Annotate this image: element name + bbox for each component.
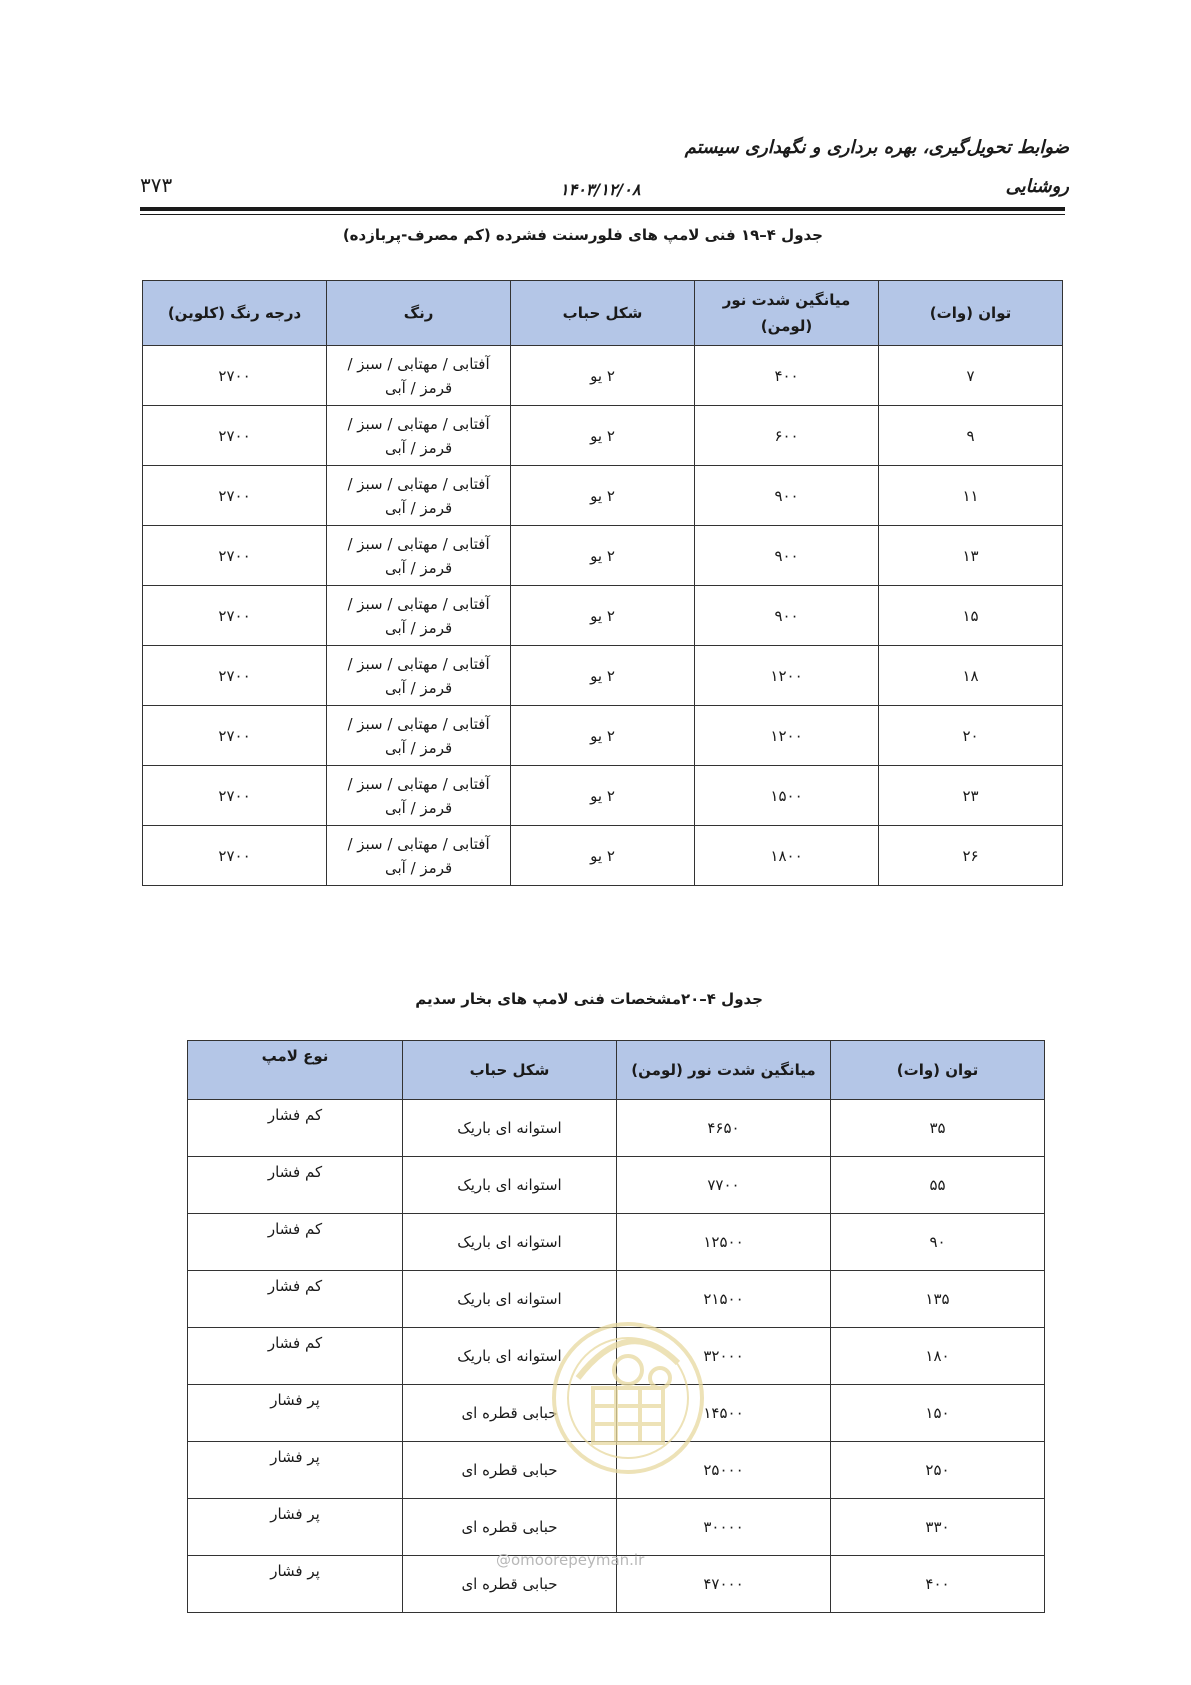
cell-power: ۱۵ bbox=[879, 586, 1063, 646]
cell-color-line2: قرمز / آبی bbox=[384, 618, 453, 637]
cell-color-temp: ۲۷۰۰ bbox=[143, 826, 327, 886]
table-row bbox=[143, 646, 1063, 706]
table-row bbox=[143, 526, 1063, 586]
cell-power: ۱۸۰ bbox=[831, 1328, 1045, 1385]
cell-lumen: ۲۱۵۰۰ bbox=[617, 1271, 831, 1328]
t1-header-lumen-line2: (لومن) bbox=[760, 317, 813, 335]
cell-color-line2: قرمز / آبی bbox=[384, 498, 453, 517]
table-row bbox=[143, 826, 1063, 886]
t2-header-bulb-shape: شکل حباب bbox=[403, 1041, 617, 1100]
cell-power: ۷ bbox=[879, 346, 1063, 406]
cell-color bbox=[327, 406, 511, 466]
table-row bbox=[143, 406, 1063, 466]
cell-color-line1: آفتابی / مهتابی / سبز / bbox=[347, 654, 490, 673]
cell-power: ۲۰ bbox=[879, 706, 1063, 766]
cell-power: ۱۳ bbox=[879, 526, 1063, 586]
cell-lamp-type: کم فشار bbox=[188, 1100, 403, 1157]
cell-bulb-shape: حبابی قطره ای bbox=[403, 1385, 617, 1442]
t1-header-lumen bbox=[695, 281, 879, 346]
cell-bulb-shape: استوانه ای باریک bbox=[403, 1271, 617, 1328]
t1-header-lumen-line1: میانگین شدت نور bbox=[722, 291, 851, 309]
cell-bulb-shape: ۲ یو bbox=[511, 346, 695, 406]
table2-caption: جدول ۴–۲۰مشخصات فنی لامپ های بخار سدیم bbox=[415, 990, 763, 1008]
table-row bbox=[143, 586, 1063, 646]
cell-lumen: ۱۸۰۰ bbox=[695, 826, 879, 886]
t1-header-color: رنگ bbox=[327, 281, 511, 346]
t1-header-color-temp: درجه رنگ (کلوین) bbox=[143, 281, 327, 346]
table-row bbox=[188, 1385, 1045, 1442]
table-row bbox=[188, 1271, 1045, 1328]
t2-header-lumen: میانگین شدت نور (لومن) bbox=[617, 1041, 831, 1100]
cell-color bbox=[327, 766, 511, 826]
header-date: ۱۴۰۳/۱۲/۰۸ bbox=[560, 180, 641, 199]
cell-bulb-shape: حبابی قطره ای bbox=[403, 1499, 617, 1556]
cell-color-line2: قرمز / آبی bbox=[384, 738, 453, 757]
cell-lamp-type: کم فشار bbox=[188, 1328, 403, 1385]
cell-lamp-type: پر فشار bbox=[188, 1385, 403, 1442]
cell-bulb-shape: ۲ یو bbox=[511, 406, 695, 466]
cell-color-line2: قرمز / آبی bbox=[384, 378, 453, 397]
table-row bbox=[188, 1328, 1045, 1385]
page-number: ۳۷۳ bbox=[140, 173, 173, 197]
cell-power: ۳۳۰ bbox=[831, 1499, 1045, 1556]
t1-header-power: توان (وات) bbox=[879, 281, 1063, 346]
cell-power: ۱۳۵ bbox=[831, 1271, 1045, 1328]
table2-sodium-specs bbox=[187, 1040, 1045, 1613]
cell-power: ۲۶ bbox=[879, 826, 1063, 886]
cell-lumen: ۱۵۰۰ bbox=[695, 766, 879, 826]
cell-power: ۱۵۰ bbox=[831, 1385, 1045, 1442]
cell-lamp-type: کم فشار bbox=[188, 1157, 403, 1214]
cell-lumen: ۷۷۰۰ bbox=[617, 1157, 831, 1214]
cell-lumen: ۳۲۰۰۰ bbox=[617, 1328, 831, 1385]
table-row bbox=[143, 766, 1063, 826]
cell-color bbox=[327, 526, 511, 586]
header-rule-thick bbox=[140, 207, 1065, 211]
cell-power: ۹۰ bbox=[831, 1214, 1045, 1271]
cell-color bbox=[327, 646, 511, 706]
table-row bbox=[188, 1100, 1045, 1157]
cell-color-line1: آفتابی / مهتابی / سبز / bbox=[347, 594, 490, 613]
cell-power: ۹ bbox=[879, 406, 1063, 466]
cell-color-temp: ۲۷۰۰ bbox=[143, 406, 327, 466]
table-row bbox=[143, 706, 1063, 766]
header-subtitle: روشنایی bbox=[1005, 176, 1069, 197]
cell-bulb-shape: استوانه ای باریک bbox=[403, 1100, 617, 1157]
cell-bulb-shape: استوانه ای باریک bbox=[403, 1328, 617, 1385]
cell-color-line2: قرمز / آبی bbox=[384, 858, 453, 877]
cell-color-temp: ۲۷۰۰ bbox=[143, 526, 327, 586]
cell-lumen: ۱۴۵۰۰ bbox=[617, 1385, 831, 1442]
cell-color-line1: آفتابی / مهتابی / سبز / bbox=[347, 474, 490, 493]
cell-color-line1: آفتابی / مهتابی / سبز / bbox=[347, 534, 490, 553]
cell-lumen: ۹۰۰ bbox=[695, 466, 879, 526]
cell-lumen: ۴۰۰ bbox=[695, 346, 879, 406]
table-row bbox=[143, 346, 1063, 406]
cell-bulb-shape: ۲ یو bbox=[511, 466, 695, 526]
cell-lumen: ۴۶۵۰ bbox=[617, 1100, 831, 1157]
cell-lumen: ۹۰۰ bbox=[695, 526, 879, 586]
cell-lamp-type: پر فشار bbox=[188, 1556, 403, 1613]
table1-caption: جدول ۴–۱۹ فنی لامپ های فلورسنت فشرده (کم مصرف-پربازده) bbox=[342, 226, 823, 244]
cell-lamp-type: پر فشار bbox=[188, 1442, 403, 1499]
cell-color-line1: آفتابی / مهتابی / سبز / bbox=[347, 414, 490, 433]
cell-color-temp: ۲۷۰۰ bbox=[143, 766, 327, 826]
cell-color bbox=[327, 826, 511, 886]
cell-bulb-shape: ۲ یو bbox=[511, 706, 695, 766]
cell-color-line2: قرمز / آبی bbox=[384, 438, 453, 457]
cell-bulb-shape: ۲ یو bbox=[511, 586, 695, 646]
cell-color-temp: ۲۷۰۰ bbox=[143, 346, 327, 406]
t2-header-power: توان (وات) bbox=[831, 1041, 1045, 1100]
cell-power: ۲۵۰ bbox=[831, 1442, 1045, 1499]
table-row bbox=[188, 1214, 1045, 1271]
cell-color bbox=[327, 706, 511, 766]
cell-lumen: ۳۰۰۰۰ bbox=[617, 1499, 831, 1556]
cell-bulb-shape: ۲ یو bbox=[511, 526, 695, 586]
cell-color bbox=[327, 466, 511, 526]
table-row bbox=[188, 1442, 1045, 1499]
cell-bulb-shape: ۲ یو bbox=[511, 646, 695, 706]
cell-lamp-type: کم فشار bbox=[188, 1271, 403, 1328]
cell-lumen: ۴۷۰۰۰ bbox=[617, 1556, 831, 1613]
cell-power: ۱۸ bbox=[879, 646, 1063, 706]
cell-lumen: ۱۲۰۰ bbox=[695, 646, 879, 706]
cell-bulb-shape: حبابی قطره ای bbox=[403, 1442, 617, 1499]
cell-lumen: ۱۲۰۰ bbox=[695, 706, 879, 766]
cell-lumen: ۲۵۰۰۰ bbox=[617, 1442, 831, 1499]
cell-lamp-type: پر فشار bbox=[188, 1499, 403, 1556]
cell-color bbox=[327, 346, 511, 406]
cell-bulb-shape: حبابی قطره ای bbox=[403, 1556, 617, 1613]
watermark-url: @omoorepeyman.ir bbox=[496, 1551, 645, 1569]
cell-power: ۱۱ bbox=[879, 466, 1063, 526]
cell-color-line1: آفتابی / مهتابی / سبز / bbox=[347, 354, 490, 373]
cell-lumen: ۹۰۰ bbox=[695, 586, 879, 646]
table-row bbox=[188, 1499, 1045, 1556]
cell-color-line2: قرمز / آبی bbox=[384, 558, 453, 577]
cell-color bbox=[327, 586, 511, 646]
cell-color-temp: ۲۷۰۰ bbox=[143, 466, 327, 526]
cell-lumen: ۶۰۰ bbox=[695, 406, 879, 466]
cell-color-temp: ۲۷۰۰ bbox=[143, 586, 327, 646]
cell-power: ۲۳ bbox=[879, 766, 1063, 826]
cell-color-line1: آفتابی / مهتابی / سبز / bbox=[347, 834, 490, 853]
cell-color-temp: ۲۷۰۰ bbox=[143, 706, 327, 766]
cell-bulb-shape: استوانه ای باریک bbox=[403, 1157, 617, 1214]
cell-color-line2: قرمز / آبی bbox=[384, 798, 453, 817]
cell-color-temp: ۲۷۰۰ bbox=[143, 646, 327, 706]
header-rule-thin bbox=[140, 214, 1065, 215]
cell-color-line1: آفتابی / مهتابی / سبز / bbox=[347, 774, 490, 793]
header-title: ضوابط تحویل‌گیری، بهره برداری و نگهداری سیستم bbox=[684, 137, 1069, 158]
t1-header-bulb-shape: شکل حباب bbox=[511, 281, 695, 346]
cell-power: ۵۵ bbox=[831, 1157, 1045, 1214]
cell-bulb-shape: ۲ یو bbox=[511, 826, 695, 886]
cell-bulb-shape: ۲ یو bbox=[511, 766, 695, 826]
cell-lamp-type: کم فشار bbox=[188, 1214, 403, 1271]
cell-lumen: ۱۲۵۰۰ bbox=[617, 1214, 831, 1271]
cell-power: ۴۰۰ bbox=[831, 1556, 1045, 1613]
cell-color-line2: قرمز / آبی bbox=[384, 678, 453, 697]
table-row bbox=[143, 466, 1063, 526]
cell-bulb-shape: استوانه ای باریک bbox=[403, 1214, 617, 1271]
table1-fluorescent-specs bbox=[142, 280, 1063, 886]
cell-color-line1: آفتابی / مهتابی / سبز / bbox=[347, 714, 490, 733]
t2-header-lamp-type: نوع لامپ bbox=[188, 1041, 403, 1100]
cell-power: ۳۵ bbox=[831, 1100, 1045, 1157]
table-row bbox=[188, 1157, 1045, 1214]
